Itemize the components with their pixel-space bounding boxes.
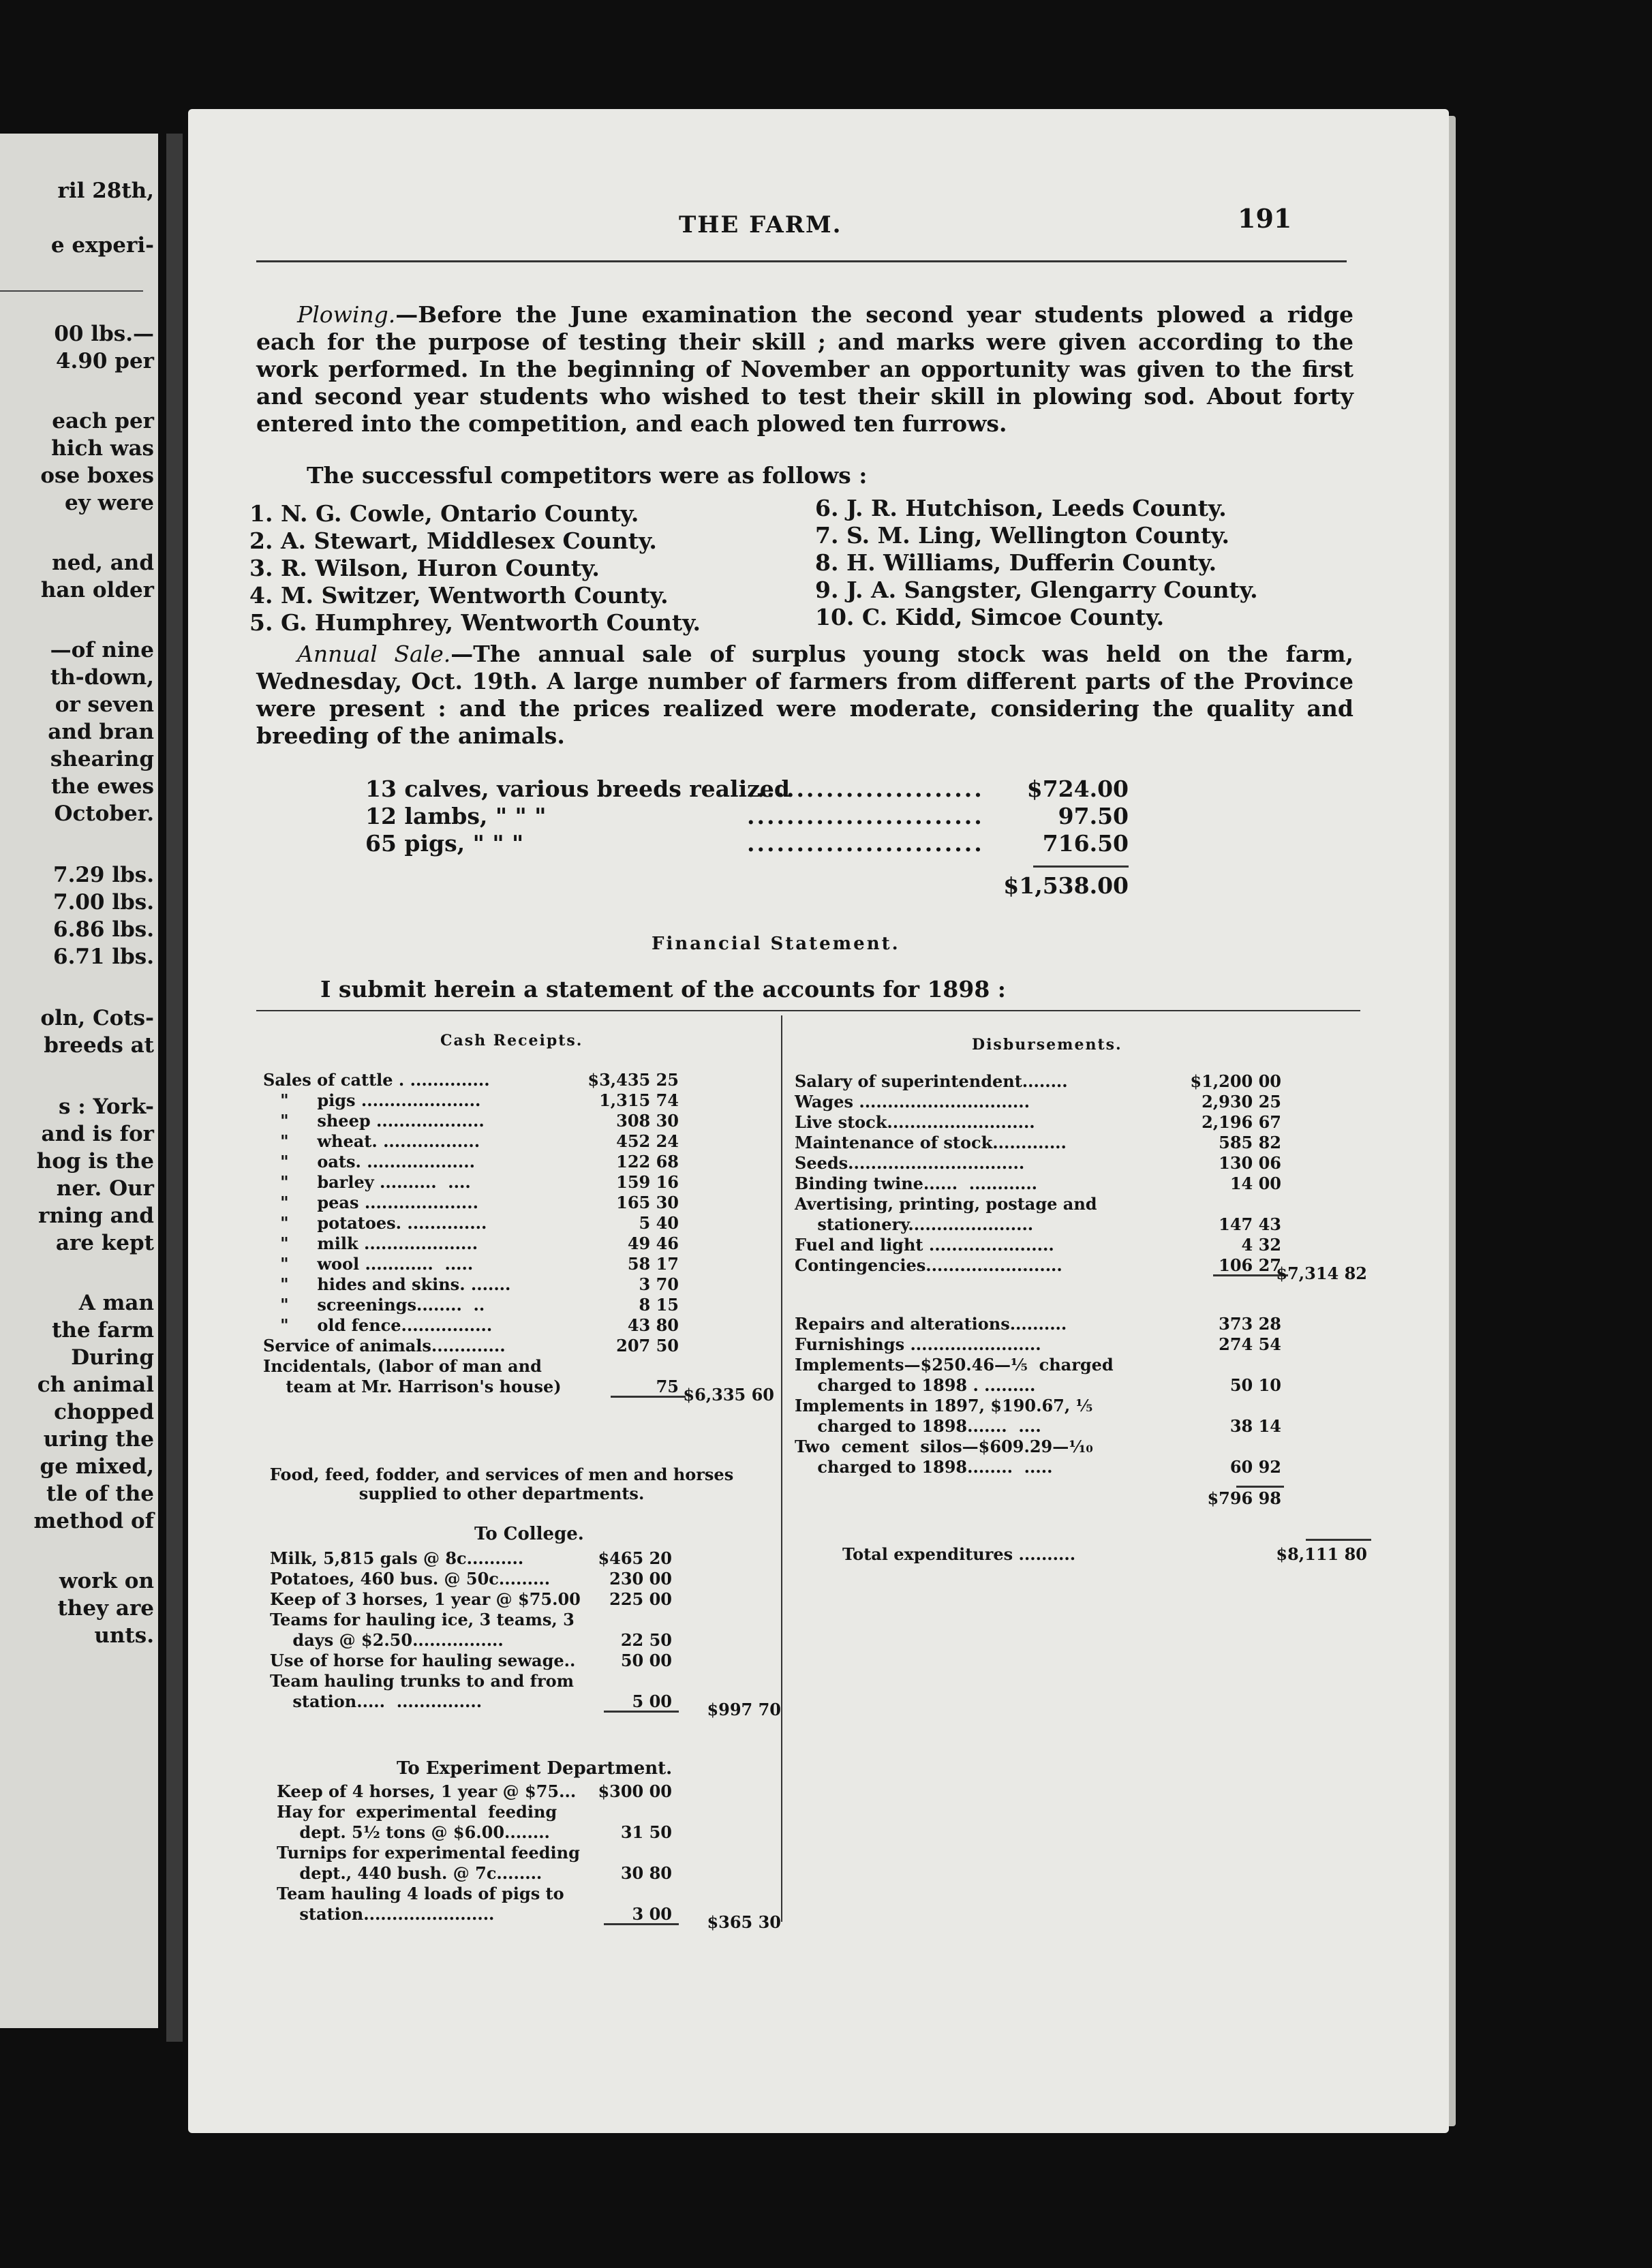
ledger-label: Implements—$250.46—⅕ charged bbox=[795, 1355, 1114, 1375]
ledger-row bbox=[277, 1822, 781, 1843]
ledger-row bbox=[795, 1416, 1374, 1437]
ledger-amount: 308 30 bbox=[616, 1111, 679, 1131]
ledger-label: " wheat. ................. bbox=[263, 1131, 480, 1151]
ledger-row bbox=[270, 1671, 781, 1691]
competitor-item: 4. M. Switzer, Wentworth County. bbox=[249, 582, 669, 609]
ledger-row bbox=[263, 1111, 781, 1131]
ledger-row bbox=[795, 1235, 1374, 1255]
ledger-row bbox=[270, 1630, 781, 1651]
left-page-line: rning and bbox=[38, 1204, 154, 1228]
ledger-row bbox=[795, 1112, 1374, 1133]
ledger-label: Use of horse for hauling sewage.. bbox=[270, 1651, 576, 1670]
ledger-label: " sheep ................... bbox=[263, 1111, 485, 1131]
ledger-row bbox=[263, 1356, 781, 1377]
ledger-label: " barley .......... .... bbox=[263, 1172, 471, 1192]
ledger-amount: $3,435 25 bbox=[587, 1070, 679, 1090]
ledger-label: Maintenance of stock............. bbox=[795, 1133, 1067, 1152]
ledger-total: $365 30 bbox=[707, 1912, 781, 1932]
ledger-amount: 122 68 bbox=[616, 1152, 679, 1171]
ledger-amount: 2,196 67 bbox=[1202, 1112, 1281, 1132]
ledger-amount: 43 80 bbox=[627, 1315, 679, 1335]
ledger-row bbox=[795, 1255, 1374, 1283]
page-number: 191 bbox=[1238, 203, 1292, 234]
ledger-amount: 49 46 bbox=[627, 1233, 679, 1253]
running-head: THE FARM. bbox=[679, 211, 842, 239]
total-expenditures-value: $8,111 80 bbox=[1276, 1544, 1367, 1564]
ledger-total: $7,314 82 bbox=[1276, 1263, 1367, 1283]
ledger-amount: 5 40 bbox=[639, 1213, 679, 1233]
ledger-amount: $1,200 00 bbox=[1190, 1071, 1281, 1091]
ledger-amount: 207 50 bbox=[616, 1336, 679, 1355]
ledger-label: " potatoes. .............. bbox=[263, 1213, 487, 1233]
sale-dots: ........................ bbox=[747, 803, 984, 829]
ledger-amount: 159 16 bbox=[616, 1172, 679, 1192]
ledger-amount: 165 30 bbox=[616, 1193, 679, 1212]
ledger-label: " milk .................... bbox=[263, 1233, 478, 1253]
annual-sale-paragraph bbox=[256, 641, 1353, 750]
cash-receipts-title: Cash Receipts. bbox=[440, 1032, 583, 1049]
ledger-row bbox=[263, 1213, 781, 1233]
ledger-row bbox=[277, 1781, 781, 1802]
competitor-item: 7. S. M. Ling, Wellington County. bbox=[815, 522, 1230, 549]
sale-amount: $724.00 bbox=[1026, 776, 1129, 802]
sale-table bbox=[365, 776, 1129, 900]
ledger-label: Binding twine...... ............ bbox=[795, 1174, 1038, 1193]
left-page-line: ose boxes bbox=[40, 463, 154, 488]
left-page-line: —of nine bbox=[50, 638, 154, 662]
to-college-title: To College. bbox=[474, 1524, 584, 1544]
ledger-row bbox=[277, 1904, 781, 1932]
ledger-amount: 50 10 bbox=[1229, 1375, 1281, 1395]
ledger-label: " screenings........ .. bbox=[263, 1295, 485, 1315]
ledger-row bbox=[263, 1254, 781, 1274]
competitor-item: 9. J. A. Sangster, Glengarry County. bbox=[815, 577, 1258, 603]
left-page-line: 6.71 lbs. bbox=[53, 945, 154, 969]
ledger-label: Incidentals, (labor of man and bbox=[263, 1356, 542, 1376]
annual-sale-text: —The annual sale of surplus young stock was held on the farm, Wednesday, Oct. 19th. A large number of farmers from different parts of the Province were present : and the prices realized were moderate, considering the quality and breeding of the animals. bbox=[256, 641, 1353, 749]
ledger-row bbox=[270, 1691, 781, 1719]
left-page-line: hog is the bbox=[36, 1149, 154, 1174]
left-page-line: 00 lbs.— bbox=[54, 322, 154, 346]
competitors-list-right bbox=[815, 495, 1258, 631]
left-page-line: chopped bbox=[54, 1400, 154, 1424]
left-page-line: October. bbox=[54, 801, 154, 826]
subtotal-row bbox=[795, 1488, 1374, 1509]
ledger-label: station..... ............... bbox=[270, 1691, 483, 1711]
ledger-row bbox=[277, 1884, 781, 1904]
left-page-line: work on bbox=[59, 1569, 154, 1593]
ledger-row bbox=[795, 1457, 1374, 1477]
sale-row bbox=[365, 830, 1129, 857]
ledger-row bbox=[795, 1334, 1374, 1355]
left-page-line: hich was bbox=[51, 436, 154, 461]
left-page-line: 4.90 per bbox=[55, 349, 154, 373]
ledger-label: dept., 440 bush. @ 7c........ bbox=[277, 1863, 542, 1883]
competitor-item: 3. R. Wilson, Huron County. bbox=[249, 555, 600, 581]
ledger-amount: 75 bbox=[656, 1377, 679, 1396]
sale-label: 65 pigs, " " " bbox=[365, 830, 524, 857]
left-page-line: During bbox=[71, 1345, 154, 1370]
ledger-label: team at Mr. Harrison's house) bbox=[263, 1377, 562, 1396]
ledger-amount: 373 28 bbox=[1219, 1314, 1281, 1334]
sale-rule-row bbox=[365, 857, 1129, 872]
left-page-line: 6.86 lbs. bbox=[53, 917, 154, 942]
ledger-row bbox=[270, 1610, 781, 1630]
ledger-label: Seeds............................... bbox=[795, 1153, 1025, 1173]
ledger-label: Implements in 1897, $190.67, ⅕ bbox=[795, 1396, 1093, 1415]
ledger-amount: 274 54 bbox=[1219, 1334, 1281, 1354]
left-page-line: oln, Cots- bbox=[40, 1006, 154, 1030]
header-rule bbox=[256, 260, 1347, 262]
competitor-item: 5. G. Humphrey, Wentworth County. bbox=[249, 609, 701, 636]
financial-intro: I submit herein a statement of the accounts for 1898 : bbox=[320, 976, 1006, 1002]
disbursements-title: Disbursements. bbox=[972, 1036, 1122, 1054]
ledger-label: Fuel and light ...................... bbox=[795, 1235, 1054, 1255]
experiment-table bbox=[277, 1781, 781, 1932]
ledger-amount: 3 70 bbox=[639, 1274, 679, 1294]
ledger-row bbox=[263, 1315, 781, 1336]
subtotal-rule bbox=[1236, 1486, 1284, 1488]
ledger-row bbox=[270, 1589, 781, 1610]
sale-amount: 716.50 bbox=[1042, 830, 1129, 857]
left-page-line: ey were bbox=[65, 491, 154, 515]
annual-sale-heading: Annual Sale. bbox=[297, 641, 451, 667]
sale-row bbox=[365, 803, 1129, 830]
ledger-row bbox=[263, 1295, 781, 1315]
competitor-item: 8. H. Williams, Dufferin County. bbox=[815, 549, 1217, 576]
ledger-row bbox=[277, 1863, 781, 1884]
experiment-title: To Experiment Department. bbox=[397, 1758, 673, 1779]
ledger-row bbox=[263, 1336, 781, 1356]
disbursements-table bbox=[795, 1071, 1374, 1283]
ledger-row bbox=[795, 1153, 1374, 1174]
competitor-item: 1. N. G. Cowle, Ontario County. bbox=[249, 500, 639, 527]
left-page-line: ned, and bbox=[52, 551, 154, 575]
ledger-row bbox=[795, 1194, 1374, 1214]
total-expenditures-label: Total expenditures .......... bbox=[842, 1544, 1076, 1564]
ledger-label: Contingencies........................ bbox=[795, 1255, 1062, 1275]
ledger-label: " oats. ................... bbox=[263, 1152, 475, 1171]
ledger-label: " peas .................... bbox=[263, 1193, 478, 1212]
ledger-row bbox=[277, 1802, 781, 1822]
ledger-row bbox=[795, 1174, 1374, 1194]
ledger-label: Turnips for experimental feeding bbox=[277, 1843, 580, 1863]
plowing-heading: Plowing. bbox=[297, 301, 396, 328]
ledger-label: Sales of cattle . .............. bbox=[263, 1070, 490, 1090]
competitor-item: 2. A. Stewart, Middlesex County. bbox=[249, 527, 657, 554]
left-page-line: e experi- bbox=[50, 233, 154, 258]
left-page-line: 7.00 lbs. bbox=[53, 890, 154, 915]
ledger-amount: 4 32 bbox=[1241, 1235, 1281, 1255]
ledger-label: Team hauling trunks to and from bbox=[270, 1671, 575, 1691]
ledger-label: " wool ............ ..... bbox=[263, 1254, 474, 1274]
ledger-row bbox=[277, 1843, 781, 1863]
plowing-paragraph bbox=[256, 301, 1353, 438]
disbursements-subtotal-block bbox=[795, 1488, 1374, 1509]
ledger-row bbox=[795, 1396, 1374, 1416]
left-page-line: shearing bbox=[50, 747, 154, 771]
sale-dots: ........................ bbox=[747, 830, 984, 857]
ledger-amount: 106 27 bbox=[1219, 1255, 1281, 1275]
ledger-amount: 585 82 bbox=[1219, 1133, 1281, 1152]
ledger-label: Live stock.......................... bbox=[795, 1112, 1035, 1132]
ledger-amount: 452 24 bbox=[616, 1131, 679, 1151]
sale-label: 12 lambs, " " " bbox=[365, 803, 547, 829]
left-facing-page bbox=[0, 134, 158, 2028]
competitor-item: 6. J. R. Hutchison, Leeds County. bbox=[815, 495, 1227, 521]
ledger-label: charged to 1898....... .... bbox=[795, 1416, 1041, 1436]
sale-dots: ........................ bbox=[747, 776, 984, 802]
ledger-label: Furnishings ....................... bbox=[795, 1334, 1041, 1354]
left-page-line: method of bbox=[33, 1509, 154, 1533]
total-rule bbox=[1306, 1539, 1371, 1541]
total-expenditures-block bbox=[795, 1544, 1374, 1565]
competitors-intro: The successful competitors were as follows : bbox=[307, 462, 868, 489]
left-page-line: s : York- bbox=[58, 1094, 154, 1119]
left-page-line: and bran bbox=[48, 720, 154, 744]
ledger-row bbox=[263, 1070, 781, 1090]
left-page-line: A man bbox=[78, 1291, 154, 1315]
ledger-label: " hides and skins. ....... bbox=[263, 1274, 511, 1294]
ledger-label: " pigs ..................... bbox=[263, 1090, 481, 1110]
ledger-row bbox=[270, 1548, 781, 1569]
competitor-item: 10. C. Kidd, Simcoe County. bbox=[815, 604, 1165, 630]
ledger-label: days @ $2.50................ bbox=[270, 1630, 504, 1650]
ledger-amount: 50 00 bbox=[620, 1651, 672, 1670]
financial-statement-title: Financial Statement. bbox=[652, 934, 900, 954]
cash-receipts-table bbox=[263, 1070, 781, 1405]
left-page-line: breeds at bbox=[44, 1033, 154, 1058]
ledger-label: Team hauling 4 loads of pigs to bbox=[277, 1884, 564, 1903]
ledger-row bbox=[795, 1133, 1374, 1153]
ledger-row bbox=[270, 1651, 781, 1671]
ledger-row bbox=[263, 1152, 781, 1172]
left-page-line: tle of the bbox=[46, 1482, 154, 1506]
ledger-amount: 22 50 bbox=[620, 1630, 672, 1650]
ledger-amount: 5 00 bbox=[632, 1691, 672, 1711]
plowing-text: —Before the June examination the second year students plowed a ridge each for the purpose of testing their skill ; and marks were given according to the work performed. In the beginning of November an opportunity was given to the first and second year students who wished to test their skill in plowing sod. About forty entered into the competition, and each plowed ten furrows. bbox=[256, 301, 1353, 437]
left-page-line: ch animal bbox=[37, 1373, 154, 1397]
ledger-label: Keep of 4 horses, 1 year @ $75... bbox=[277, 1781, 577, 1801]
ledger-label: Potatoes, 460 bus. @ 50c......... bbox=[270, 1569, 551, 1589]
left-page-line: han older bbox=[40, 578, 154, 602]
sale-total-rule bbox=[1033, 865, 1129, 868]
financial-rule bbox=[256, 1010, 1360, 1011]
ledger-amount: 8 15 bbox=[639, 1295, 679, 1315]
ledger-label: " old fence................ bbox=[263, 1315, 493, 1335]
ledger-amount: 230 00 bbox=[609, 1569, 672, 1589]
right-page bbox=[188, 109, 1449, 2133]
ledger-amount: 130 06 bbox=[1219, 1153, 1281, 1173]
left-page-line: and is for bbox=[41, 1122, 154, 1146]
left-page-line: ner. Our bbox=[56, 1176, 154, 1201]
ledger-row bbox=[795, 1071, 1374, 1092]
ledger-amount: 14 00 bbox=[1229, 1174, 1281, 1193]
ledger-amount: 31 50 bbox=[620, 1822, 672, 1842]
left-page-line: unts. bbox=[94, 1623, 154, 1648]
sale-row bbox=[365, 776, 1129, 803]
ledger-row bbox=[263, 1233, 781, 1254]
ledger-row bbox=[795, 1355, 1374, 1375]
total-expenditures-row bbox=[795, 1544, 1374, 1565]
left-page-line: or seven bbox=[55, 692, 154, 717]
ledger-amount: 30 80 bbox=[620, 1863, 672, 1883]
ledger-amount: 3 00 bbox=[632, 1904, 672, 1924]
ledger-row bbox=[795, 1437, 1374, 1457]
column-divider bbox=[781, 1015, 782, 1922]
ledger-label: Service of animals............. bbox=[263, 1336, 506, 1355]
ledger-row bbox=[795, 1314, 1374, 1334]
ledger-amount: 225 00 bbox=[609, 1589, 672, 1609]
sale-label: 13 calves, various breeds realized bbox=[365, 776, 790, 802]
left-page-line: ge mixed, bbox=[40, 1454, 154, 1479]
left-page-line: they are bbox=[57, 1596, 154, 1621]
ledger-label: Teams for hauling ice, 3 teams, 3 bbox=[270, 1610, 575, 1629]
left-page-line: 7.29 lbs. bbox=[53, 863, 154, 887]
ledger-label: Keep of 3 horses, 1 year @ $75.00 bbox=[270, 1589, 581, 1609]
disbursements-table-2 bbox=[795, 1314, 1374, 1477]
ledger-row bbox=[263, 1274, 781, 1295]
book-spine bbox=[166, 134, 183, 2042]
left-page-line: the farm bbox=[52, 1318, 154, 1343]
ledger-amount: 147 43 bbox=[1219, 1214, 1281, 1234]
ledger-row bbox=[263, 1172, 781, 1193]
ledger-row bbox=[795, 1375, 1374, 1396]
left-page-line: th-down, bbox=[50, 665, 154, 690]
ledger-row bbox=[795, 1092, 1374, 1112]
ledger-row bbox=[263, 1131, 781, 1152]
ledger-total: $6,335 60 bbox=[683, 1385, 774, 1405]
ledger-label: Avertising, printing, postage and bbox=[795, 1194, 1097, 1214]
ledger-amount: $300 00 bbox=[598, 1781, 672, 1801]
college-table bbox=[270, 1548, 781, 1719]
ledger-label: Wages .............................. bbox=[795, 1092, 1030, 1112]
sale-total: $1,538.00 bbox=[1003, 872, 1129, 899]
ledger-amount: 38 14 bbox=[1229, 1416, 1281, 1436]
services-note: Food, feed, fodder, and services of men and horses supplied to other departments. bbox=[269, 1465, 734, 1503]
left-page-line: the ewes bbox=[51, 774, 154, 799]
ledger-amount: 58 17 bbox=[627, 1254, 679, 1274]
ledger-label: Hay for experimental feeding bbox=[277, 1802, 557, 1822]
left-page-line: ril 28th, bbox=[57, 179, 154, 203]
ledger-amount: 2,930 25 bbox=[1202, 1092, 1281, 1112]
ledger-label: Milk, 5,815 gals @ 8c.......... bbox=[270, 1548, 524, 1568]
ledger-row bbox=[795, 1214, 1374, 1235]
left-page-rule bbox=[0, 290, 143, 292]
ledger-label: charged to 1898........ ..... bbox=[795, 1457, 1053, 1477]
ledger-label: Salary of superintendent........ bbox=[795, 1071, 1068, 1091]
ledger-row bbox=[270, 1569, 781, 1589]
sale-total-row bbox=[365, 872, 1129, 900]
ledger-label: station....................... bbox=[277, 1904, 495, 1924]
ledger-row bbox=[263, 1090, 781, 1111]
ledger-label: Repairs and alterations.......... bbox=[795, 1314, 1067, 1334]
ledger-total: $997 70 bbox=[707, 1700, 781, 1719]
ledger-label: Two cement silos—$609.29—¹⁄₁₀ bbox=[795, 1437, 1093, 1456]
ledger-label: charged to 1898 . ......... bbox=[795, 1375, 1036, 1395]
ledger-amount: 60 92 bbox=[1229, 1457, 1281, 1477]
ledger-label: stationery...................... bbox=[795, 1214, 1034, 1234]
left-page-line: each per bbox=[52, 409, 154, 433]
left-page-line: uring the bbox=[43, 1427, 154, 1452]
ledger-amount: $465 20 bbox=[598, 1548, 672, 1568]
sale-amount: 97.50 bbox=[1058, 803, 1129, 829]
disbursements-subtotal: $796 98 bbox=[1207, 1488, 1281, 1508]
left-page-line: are kept bbox=[55, 1231, 154, 1255]
ledger-amount: 1,315 74 bbox=[599, 1090, 679, 1110]
ledger-label: dept. 5½ tons @ $6.00........ bbox=[277, 1822, 550, 1842]
competitors-list-left bbox=[249, 500, 701, 637]
ledger-row bbox=[263, 1193, 781, 1213]
ledger-row bbox=[263, 1377, 781, 1405]
